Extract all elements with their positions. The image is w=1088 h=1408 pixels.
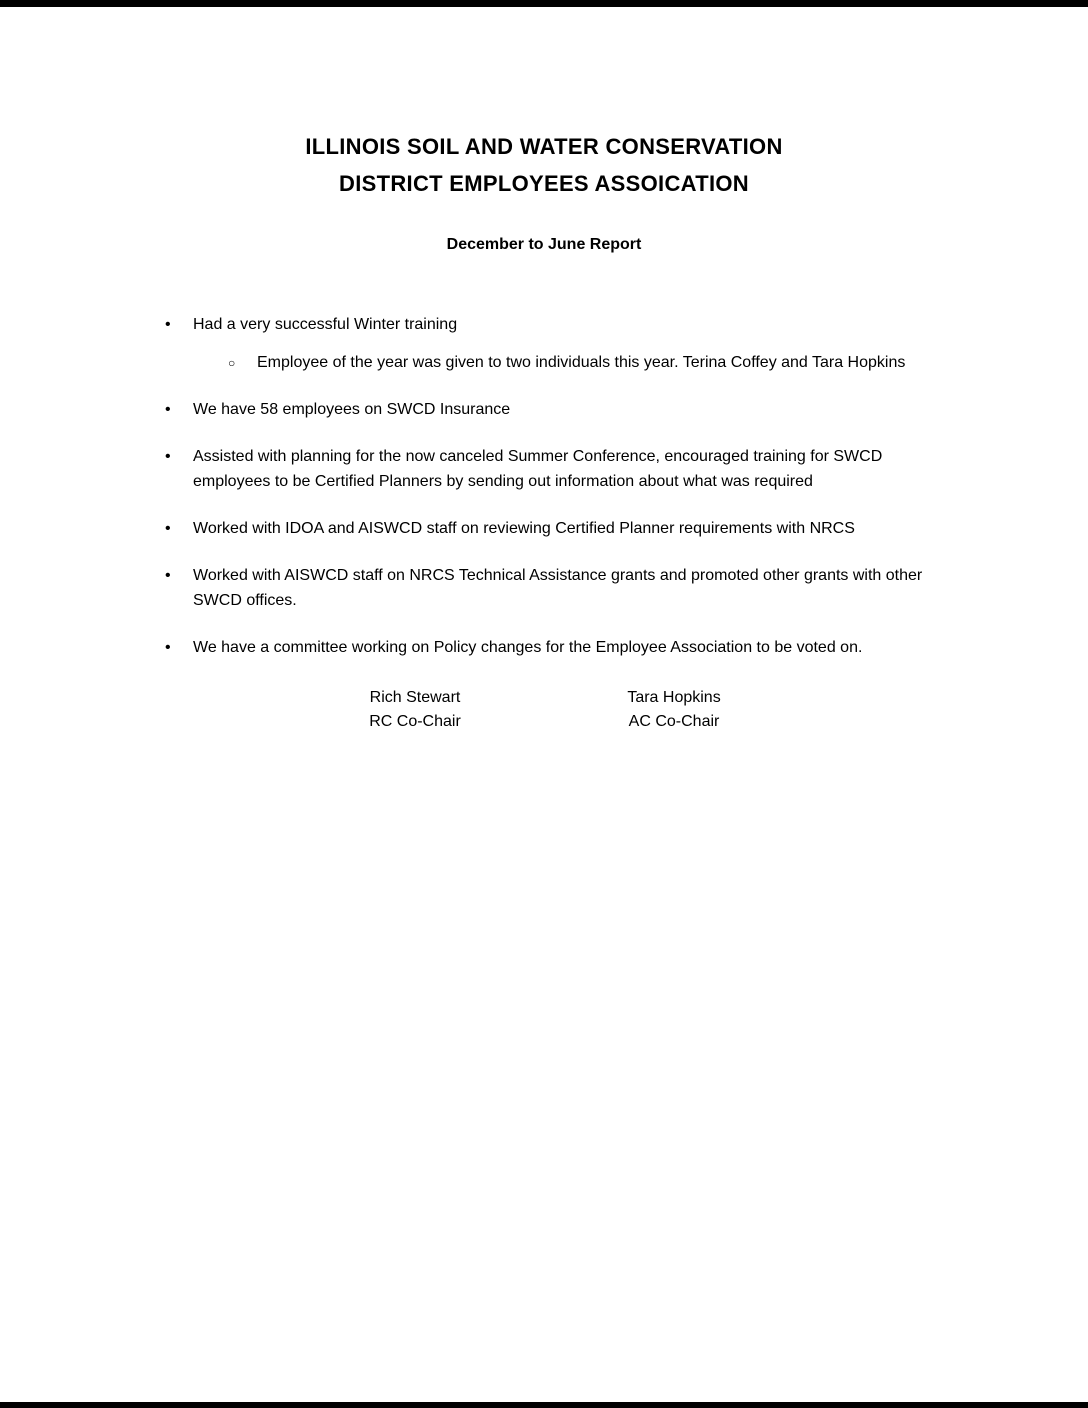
bullet-item xyxy=(165,312,953,375)
bullet-text: Had a very successful Winter training xyxy=(193,316,458,333)
circle-bullet-icon: ○ xyxy=(228,356,236,370)
sub-bullet-item xyxy=(228,350,924,375)
scan-artifact-top-edge xyxy=(0,0,1088,7)
bullet-icon: • xyxy=(165,316,171,333)
bullet-text: Worked with AISWCD staff on NRCS Technical Assistance grants and promoted other grants with other SWCD offices. xyxy=(193,567,923,609)
scan-artifact-bottom-edge xyxy=(0,1402,1088,1408)
bullet-item xyxy=(165,635,953,660)
sub-bullet-text: Employee of the year was given to two individuals this year. Terina Coffey and Tara Hopkins xyxy=(257,354,906,371)
bullet-item xyxy=(165,563,953,613)
sub-bullet-list xyxy=(228,350,953,375)
signature-role: RC Co-Chair xyxy=(369,713,461,730)
bullet-text: Worked with IDOA and AISWCD staff on reviewing Certified Planner requirements with NRCS xyxy=(193,520,855,537)
bullet-icon: • xyxy=(165,401,171,418)
signature-left xyxy=(315,686,515,734)
bullet-icon: • xyxy=(165,448,171,465)
bullet-icon: • xyxy=(165,639,171,656)
report-subtitle: December to June Report xyxy=(446,236,642,253)
signature-name: Tara Hopkins xyxy=(627,689,721,706)
signature-right xyxy=(574,686,774,734)
bullet-text: We have a committee working on Policy changes for the Employee Association to be voted on. xyxy=(193,639,863,656)
bullet-text: Assisted with planning for the now canceled Summer Conference, encouraged training for SWCD employees to be Certified Planners by sending out information about what was required xyxy=(193,448,883,490)
bullet-icon: • xyxy=(165,567,171,584)
bullet-item xyxy=(165,444,953,494)
signature-name: Rich Stewart xyxy=(369,689,461,706)
bullet-icon: • xyxy=(165,520,171,537)
bullet-text: We have 58 employees on SWCD Insurance xyxy=(193,401,511,418)
bullet-list xyxy=(165,312,953,660)
title-line-2: DISTRICT EMPLOYEES ASSOICATION xyxy=(339,171,749,196)
bullet-item xyxy=(165,516,953,541)
title-line-1: ILLINOIS SOIL AND WATER CONSERVATION xyxy=(305,134,783,159)
bullet-item xyxy=(165,397,953,422)
signature-role: AC Co-Chair xyxy=(628,713,720,730)
signature-block xyxy=(315,686,1088,734)
document-title xyxy=(0,128,1088,202)
